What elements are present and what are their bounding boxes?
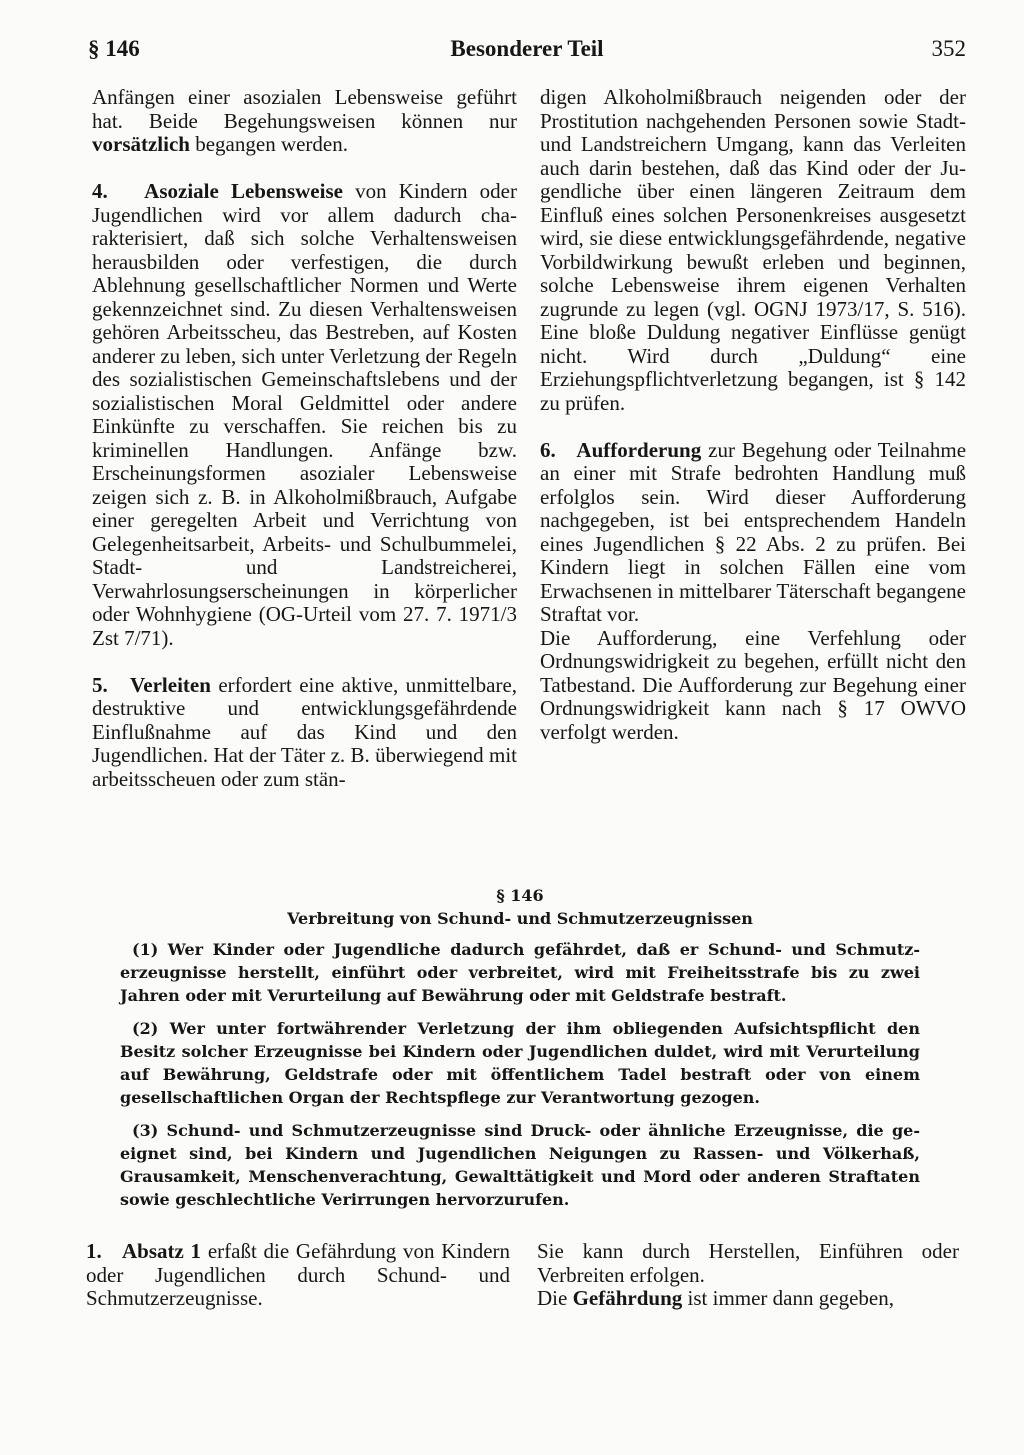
- key-term: Asoziale Lebensweise: [144, 179, 343, 203]
- emphasized-term: vorsätzlich: [92, 132, 190, 156]
- left-column: [92, 86, 517, 791]
- commentary-paragraph-1: [86, 1240, 510, 1311]
- left-paragraph-4: [92, 180, 517, 650]
- paragraph-number: 6.: [540, 437, 556, 462]
- paragraph-text: erfaßt die Gefährdung von Kindern oder Jugendlichen durch Schund- und Schmutzerzeugnisse.: [86, 1239, 511, 1310]
- paragraph-text: zur Begehung oder Teilnahme an einer mit Strafe bedrohten Handlung muß erfolglos sein. Wird dieser Aufforderung nachgegeben, ist bei entsprechendem Handeln eines Jugendlichen § 22 Abs. 2 zu prüfen. Bei Kindern liegt in solchen Fällen eine vom Erwachsenen in mittelbarer Täterschaft begangene Straftat vor.: [540, 437, 967, 626]
- key-term: Absatz 1: [121, 1239, 202, 1263]
- statute-section: [120, 884, 920, 1221]
- header-section-ref: § 146: [88, 36, 140, 61]
- right-column: [540, 86, 966, 744]
- statute-title: Verbreitung von Schund- und Schmutzerzeugnissen: [287, 909, 753, 928]
- statute-paragraph-1: (1) Wer Kinder oder Jugendliche dadurch gefährdet, daß er Schund- und Schmutzerzeugnisse herstellt, einführt oder verbreitet, wird mit Freiheitsstrafe bis zu zwei Jahren oder mit Verurteilung auf Bewährung oder mit Geldstrafe bestraft.: [120, 940, 920, 1005]
- commentary-paragraph-2: Sie kann durch Herstellen, Einführen oder Verbreiten erfolgen.: [537, 1239, 959, 1287]
- right-paragraph-7: Die Aufforderung, eine Verfehlung oder Ordnungswidrigkeit zu begehen, erfüllt nicht den Tatbestand. Die Aufforderung zur Begehung einer Ordnungswidrigkeit kann nach § 17 OWVO verfolgt werden.: [540, 625, 966, 744]
- statute-number: § 146: [496, 886, 544, 905]
- right-paragraph-1: digen Alkoholmißbrauch neigenden oder der Prostitution nachgehenden Personen sowie Stadt- und Landstreichern Umgang, kann das Verleiten auch darin bestehen, daß das Kind oder der Jugendliche über einen längeren Zeitraum dem Einfluß eines solchen Personenkreises ausgesetzt wird, sie diese entwicklungsgefährdende, negative Vorbildwirkung bewußt erleben und beginnen, solche Lebensweise ihrem eigenen Verhalten zugrunde zu legen (vgl. OGNJ 1973/17, S. 516). Eine bloße Duldung negativer Einflüsse genügt nicht. Wird durch „Duldung“ eine Erziehungspflichtverletzung begangen, ist § 142 zu prüfen.: [540, 85, 966, 415]
- commentary-paragraph-3: [537, 1287, 959, 1311]
- paragraph-text: ist immer dann gegeben,: [687, 1286, 894, 1310]
- page-header: [88, 36, 966, 70]
- paragraph-text: erfordert eine aktive, unmittelbare, destruktive und entwicklungsgefährdende Einflußnahme auf das Kind und den Jugendlichen. Hat der Täter z. B. überwiegend mit arbeitsscheuen oder zum stän-: [92, 672, 518, 791]
- commentary-right: [537, 1240, 959, 1311]
- right-paragraph-6: [540, 439, 966, 627]
- header-title: Besonderer Teil: [450, 36, 604, 61]
- paragraph-text: von Kindern oder Jugendlichen wird vor allem dadurch charakterisiert, daß sich solche Verhaltensweisen herausbilden oder verfestigen, die durch Ablehnung gesellschaftlicher Normen und Werte gekennzeichnet sind. Zu diesen Verhaltensweisen gehören Arbeitsscheu, das Bestreben, auf Kosten anderer zu leben, sich unter Verletzung der Regeln des sozialistischen Gemeinschaftslebens und der sozialistischen Moral Geldmittel oder andere Einkünfte zu verschaffen. Sie reichen bis zu kriminellen Handlungen. Anfänge bzw. Erscheinungsformen asozialer Lebensweise zeigen sich z. B. in Alkoholmißbrauch, Aufgabe einer geregelten Arbeit und Verrichtung von Gelegenheitsarbeit, Arbeits- und Schulbummelei, Stadt- und Landstreicherei, Verwahrlosungserscheinungen in körperlicher oder Wohnhygiene (OG-Urteil vom 27. 7. 1971/3 Zst 7/71).: [92, 179, 517, 650]
- paragraph-number: 4.: [92, 179, 108, 203]
- statute-paragraph-2: (2) Wer unter fortwährender Verletzung der ihm obliegenden Aufsichtspflicht den Besitz solcher Erzeugnisse bei Kindern oder Jugendlichen duldet, wird mit Verurteilung auf Bewährung, Geldstrafe oder mit öffentlichem Tadel bestraft oder von einem gesellschaftlichen Organ der Rechtspflege zur Verantwortung gezogen.: [120, 1019, 920, 1107]
- key-term: Verleiten: [130, 672, 211, 697]
- commentary-left: [86, 1240, 510, 1311]
- key-term: Aufforderung: [576, 437, 702, 462]
- statute-paragraph-3: (3) Schund- und Schmutzerzeugnisse sind Druck- oder ähnliche Erzeugnisse, die geeignet sind, bei Kindern und Jugendlichen Neigungen zu Rassen- und Völkerhaß, Grausamkeit, Menschenverachtung, Gewalttätigkeit und Mord oder anderen Straftaten sowie geschlechtliche Verirrungen hervorzurufen.: [120, 1121, 920, 1209]
- text-prefix: Die: [537, 1286, 568, 1310]
- left-paragraph-1: Anfängen einer asozialen Lebensweise geführt hat. Beide Begehungsweisen können nur vorsätzlich begangen werden.: [92, 85, 517, 156]
- paragraph-number: 1.: [86, 1239, 102, 1263]
- page-number: 352: [931, 36, 966, 61]
- left-paragraph-5: [92, 674, 517, 792]
- key-term: Gefährdung: [572, 1286, 683, 1310]
- paragraph-number: 5.: [92, 672, 108, 697]
